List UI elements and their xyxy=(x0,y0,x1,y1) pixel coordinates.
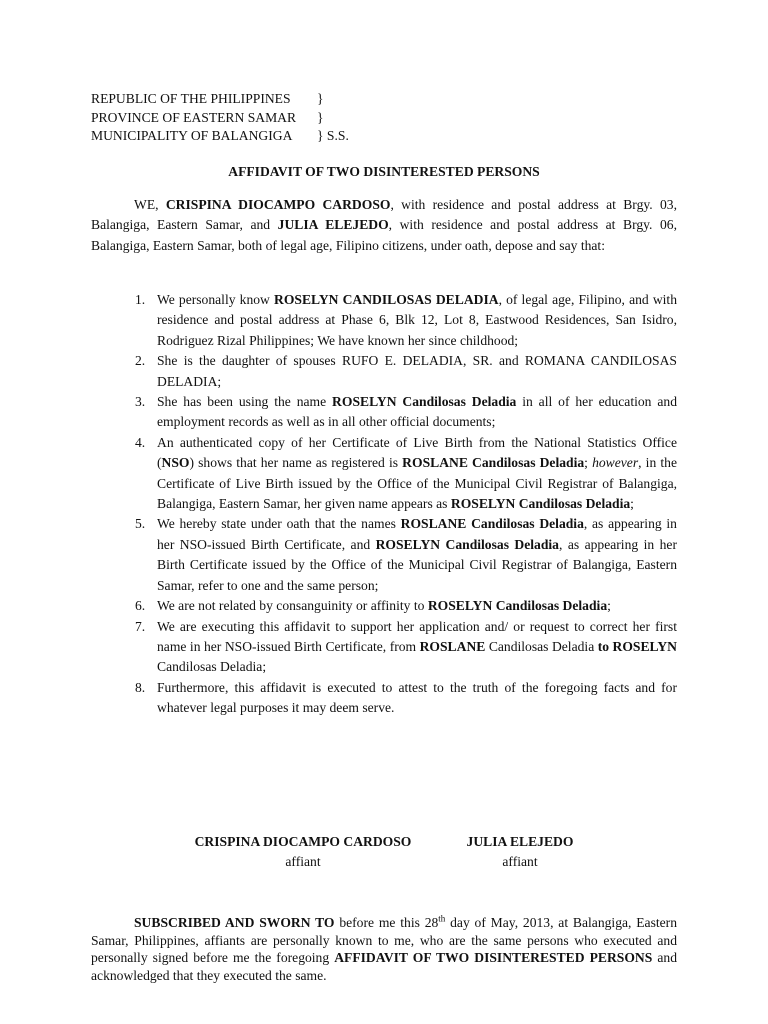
signatory-name: CRISPINA DIOCAMPO CARDOSO xyxy=(194,834,412,849)
item-number: 8. xyxy=(135,679,146,695)
text-run: day of May, 2013, at Balangiga, Eastern Samar, Philippines, affiants are personally known to me, who are the same persons who executed and personally signed before me the foregoing xyxy=(91,915,677,966)
item-text xyxy=(157,678,677,719)
text-run: in all of her education and employment records as well as in all other official documents; xyxy=(157,394,677,430)
text-run: and acknowledged that they executed the same. xyxy=(91,950,677,983)
text-run: JULIA ELEJEDO xyxy=(277,217,389,233)
item-text xyxy=(157,290,677,351)
venue-block xyxy=(91,90,349,146)
text-run: CRISPINA DIOCAMPO CARDOSO xyxy=(165,197,391,212)
venue-province: PROVINCE OF EASTERN SAMAR xyxy=(91,109,297,125)
venue-bracket-ss: } S.S. xyxy=(317,128,349,143)
signature-block-elejedo xyxy=(440,832,600,873)
signatory-role: affiant xyxy=(285,854,321,870)
venue-bracket: } xyxy=(317,91,324,106)
venue-country: REPUBLIC OF THE PHILIPPINES xyxy=(91,91,291,106)
text-run: ROSLANE Candilosas Deladia xyxy=(402,455,585,471)
text-run: ; xyxy=(584,455,593,471)
text-run: ; xyxy=(607,598,611,614)
item-number: 5. xyxy=(135,516,146,532)
statement-item xyxy=(91,433,677,515)
statement-item xyxy=(91,617,677,678)
statement-list xyxy=(91,290,677,719)
item-number: 6. xyxy=(135,598,146,614)
text-run: ROSLANE Candilosas Deladia xyxy=(400,516,584,532)
text-run: ROSLANE xyxy=(419,638,486,654)
statement-item xyxy=(91,351,677,392)
text-run: th xyxy=(438,913,446,924)
statement-item xyxy=(91,392,677,433)
text-run: We personally know xyxy=(157,292,274,307)
text-run: She has been using the name xyxy=(157,394,333,410)
text-run: ) shows that her name as registered is xyxy=(189,455,403,471)
item-number: 1. xyxy=(135,292,146,307)
item-number: 4. xyxy=(135,434,146,450)
text-run: , of legal age, Filipino, and with residence and postal address at Phase 6, Blk 12, Lot 8, Eastwood Residences, San Isidro, Rodriguez Rizal Philippines; We have known her since childhood; xyxy=(157,292,677,348)
text-run: ROSELYN Candilosas Deladia xyxy=(450,496,631,512)
text-run: She is the daughter of spouses RUFO E. DELADIA, SR. and ROMANA CANDILOSAS DELADIA; xyxy=(157,353,677,389)
venue-line xyxy=(91,90,349,109)
text-run: , with residence and postal address at Brgy. 06, Balangiga, Eastern Samar, both of legal age, Filipino citizens, under oath, depose and say that: xyxy=(91,217,677,253)
item-text xyxy=(157,392,677,433)
signatory-role: affiant xyxy=(502,854,538,870)
signature-block-cardoso xyxy=(183,832,423,873)
text-run: SUBSCRIBED AND SWORN TO xyxy=(134,915,335,930)
text-run: ROSELYN Candilosas Deladia xyxy=(375,536,559,552)
signatory-name: JULIA ELEJEDO xyxy=(466,834,574,849)
text-run: before me this 28 xyxy=(334,915,439,930)
statement-item xyxy=(91,596,677,616)
text-run: ROSELYN Candilosas Deladia xyxy=(332,394,517,410)
text-run: NSO xyxy=(161,455,190,471)
text-run: We hereby state under oath that the names xyxy=(157,516,401,532)
text-run: ROSELYN Candilosas Deladia xyxy=(427,598,608,614)
document-title: AFFIDAVIT OF TWO DISINTERESTED PERSONS xyxy=(228,164,540,179)
item-number: 2. xyxy=(135,353,146,369)
text-run: Furthermore, this affidavit is executed to attest to the truth of the foregoing facts and for whatever legal purposes it may deem serve. xyxy=(157,679,677,716)
statement-item xyxy=(91,514,677,596)
text-run: to ROSELYN xyxy=(597,638,677,654)
text-run: ; xyxy=(630,496,634,512)
item-text xyxy=(157,351,677,392)
text-run: , as appearing in her NSO-issued Birth Certificate, and xyxy=(157,516,677,552)
venue-bracket: } xyxy=(317,109,324,125)
statement-item xyxy=(91,290,677,351)
item-text xyxy=(157,617,677,678)
intro-paragraph xyxy=(91,195,677,256)
text-run: AFFIDAVIT OF TWO DISINTERESTED PERSONS xyxy=(334,950,653,966)
text-run: An authenticated copy of her Certificate of Live Birth from the National Statistics Office ( xyxy=(157,434,677,471)
text-run: , in the Certificate of Live Birth issued by the Office of the Municipal Civil Registrar of Balangiga, Balangiga, Eastern Samar, her given name appears as xyxy=(157,455,677,512)
text-run: We are not related by consanguinity or affinity to xyxy=(157,598,428,614)
text-run: Candilosas Deladia; xyxy=(157,659,267,675)
text-run: We are executing this affidavit to support her application and/ or request to correct her first name in her NSO-issued Birth Certificate, from xyxy=(157,618,677,654)
item-text xyxy=(157,433,677,515)
item-text xyxy=(157,596,677,616)
text-run: Candilosas Deladia xyxy=(485,638,598,654)
venue-municipality: MUNICIPALITY OF BALANGIGA xyxy=(91,128,293,143)
venue-line xyxy=(91,109,349,128)
text-run: ROSELYN CANDILOSAS DELADIA xyxy=(274,292,499,307)
text-run: , with residence and postal address at Brgy. 03, Balangiga, Eastern Samar, and xyxy=(91,197,677,233)
item-number: 7. xyxy=(135,618,146,634)
item-text xyxy=(157,514,677,596)
item-number: 3. xyxy=(135,394,146,410)
text-run: , as appearing in her Birth Certificate issued by the Office of the Municipal Civil Registrar of Balangiga, Eastern Samar, refer to one and the same person; xyxy=(157,536,677,593)
statement-item xyxy=(91,678,677,719)
venue-line xyxy=(91,127,349,146)
jurat-paragraph xyxy=(91,914,677,984)
text-run: WE, xyxy=(134,197,166,212)
text-run: however xyxy=(592,455,639,471)
